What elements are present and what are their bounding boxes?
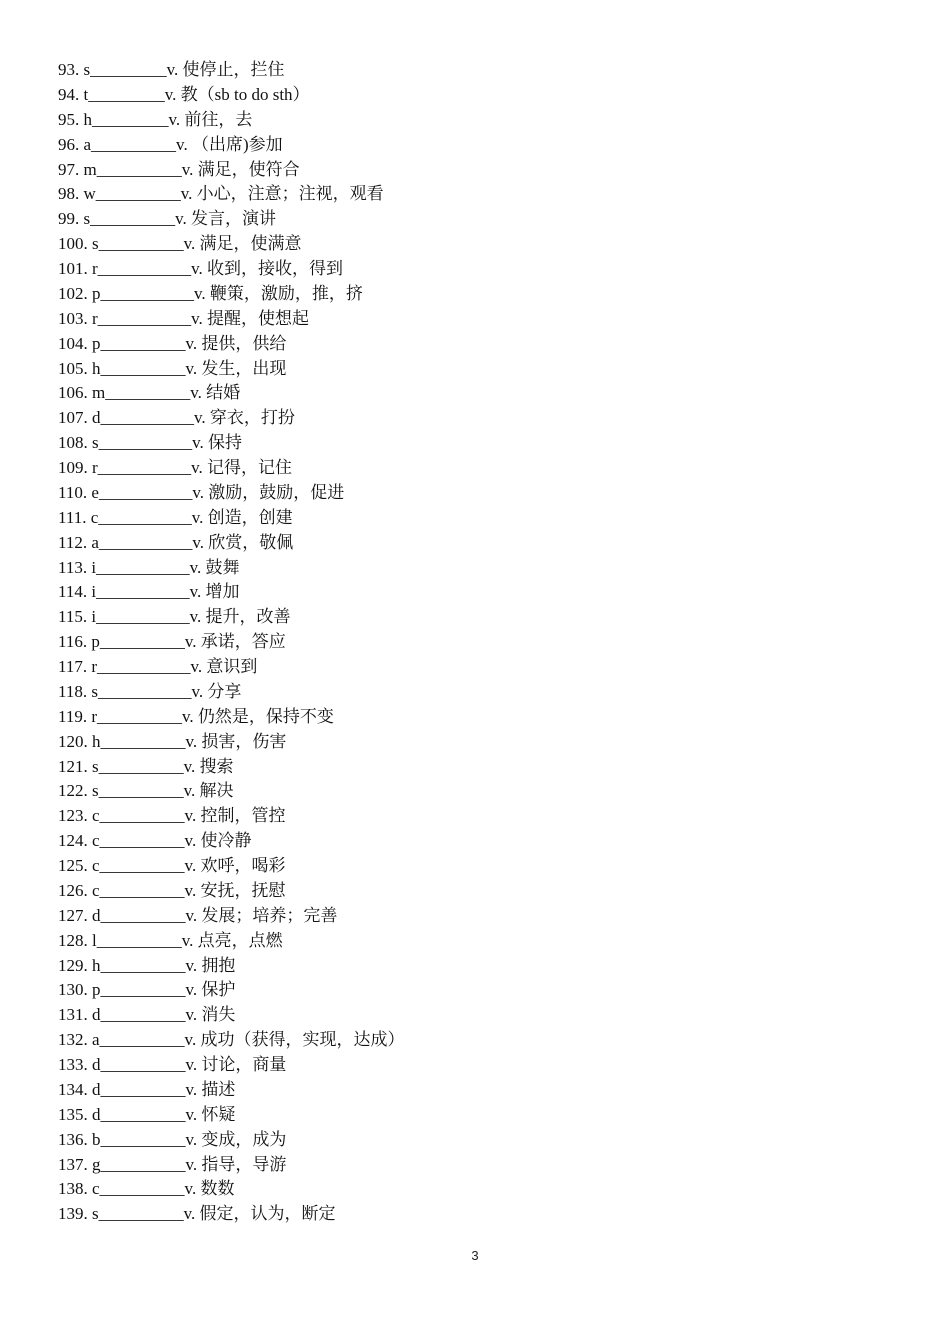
list-item [58, 954, 878, 979]
entry-text: 135. d__________v. 怀疑 [58, 1104, 236, 1124]
entry-text: 136. b__________v. 变成，成为 [58, 1129, 287, 1149]
list-item [58, 1103, 878, 1128]
list-item [58, 705, 878, 730]
list-item [58, 257, 878, 282]
list-item [58, 556, 878, 581]
list-item [58, 456, 878, 481]
entry-text: 107. d___________v. 穿衣，打扮 [58, 408, 295, 428]
entry-text: 114. i___________v. 增加 [58, 582, 240, 602]
list-item [58, 182, 878, 207]
list-item [58, 1003, 878, 1028]
list-item [58, 904, 878, 929]
list-item [58, 506, 878, 531]
entry-text: 97. m__________v. 满足，使符合 [58, 159, 300, 179]
entry-text: 124. c__________v. 使冷静 [58, 831, 252, 851]
list-item [58, 58, 878, 83]
entry-text: 127. d__________v. 发展；培养；完善 [58, 905, 338, 925]
entry-text: 100. s__________v. 满足，使满意 [58, 234, 302, 254]
list-item [58, 1153, 878, 1178]
entry-text: 94. t_________v. 教（sb to do sth） [58, 84, 310, 104]
entry-text: 95. h_________v. 前往，去 [58, 109, 253, 129]
list-item [58, 854, 878, 879]
list-item [58, 431, 878, 456]
list-item [58, 357, 878, 382]
entry-text: 131. d__________v. 消失 [58, 1005, 236, 1025]
entry-text: 129. h__________v. 拥抱 [58, 955, 236, 975]
list-item [58, 531, 878, 556]
list-item [58, 1128, 878, 1153]
list-item [58, 829, 878, 854]
entry-text: 126. c__________v. 安抚，抚慰 [58, 880, 286, 900]
entry-text: 93. s_________v. 使停止，拦住 [58, 60, 285, 79]
entry-text: 115. i___________v. 提升，改善 [58, 607, 291, 627]
entry-text: 109. r___________v. 记得，记住 [58, 458, 293, 477]
entry-text: 139. s__________v. 假定，认为，断定 [58, 1204, 336, 1224]
entry-text: 104. p__________v. 提供，供给 [58, 333, 287, 353]
entry-text: 118. s___________v. 分享 [58, 681, 242, 701]
entry-text: 128. l__________v. 点亮，点燃 [58, 930, 283, 950]
list-item [58, 307, 878, 332]
entry-text: 121. s__________v. 搜索 [58, 756, 234, 776]
entry-text: 112. a___________v. 欣赏，敬佩 [58, 532, 294, 552]
entry-text: 108. s___________v. 保持 [58, 433, 243, 453]
entry-text: 117. r___________v. 意识到 [58, 657, 258, 676]
list-item [58, 108, 878, 133]
entry-text: 96. a__________v. （出席)参加 [58, 134, 283, 154]
entry-text: 116. p__________v. 承诺，答应 [58, 632, 286, 652]
list-item [58, 605, 878, 630]
list-item [58, 1078, 878, 1103]
list-item [58, 332, 878, 357]
entry-text: 99. s__________v. 发言，演讲 [58, 209, 277, 229]
entry-text: 133. d__________v. 讨论，商量 [58, 1055, 287, 1074]
list-item [58, 978, 878, 1003]
list-item [58, 282, 878, 307]
entry-text: 120. h__________v. 损害，伤害 [58, 731, 287, 751]
list-item [58, 133, 878, 158]
list-item [58, 580, 878, 605]
entry-text: 111. c___________v. 创造，创建 [58, 507, 293, 527]
list-item [58, 207, 878, 232]
list-item [58, 929, 878, 954]
entry-text: 132. a__________v. 成功（获得，实现，达成） [58, 1030, 405, 1050]
entry-text: 102. p___________v. 鞭策，激励，推，挤 [58, 283, 363, 303]
list-item [58, 879, 878, 904]
list-item [58, 730, 878, 755]
entry-text: 138. c__________v. 数数 [58, 1179, 235, 1199]
entry-text: 119. r__________v. 仍然是，保持不变 [58, 706, 334, 726]
entry-text: 106. m__________v. 结婚 [58, 383, 241, 403]
entry-text: 137. g__________v. 指导，导游 [58, 1154, 287, 1174]
page-number: 3 [471, 1248, 479, 1263]
list-item [58, 680, 878, 705]
list-item [58, 630, 878, 655]
entry-text: 123. c__________v. 控制，管控 [58, 806, 286, 826]
entry-text: 113. i___________v. 鼓舞 [58, 557, 240, 577]
list-item [58, 481, 878, 506]
list-item [58, 779, 878, 804]
entry-text: 110. e___________v. 激励，鼓励，促进 [58, 482, 345, 502]
list-item [58, 804, 878, 829]
list-item [58, 1177, 878, 1202]
list-item [58, 655, 878, 680]
entry-text: 101. r___________v. 收到，接收，得到 [58, 259, 344, 278]
list-item [58, 381, 878, 406]
entry-text: 122. s__________v. 解决 [58, 781, 234, 801]
entry-text: 98. w__________v. 小心，注意；注视，观看 [58, 184, 384, 204]
entry-text: 134. d__________v. 描述 [58, 1079, 236, 1099]
list-item [58, 232, 878, 257]
entry-text: 105. h__________v. 发生，出现 [58, 358, 287, 378]
entry-text: 125. c__________v. 欢呼，喝彩 [58, 856, 286, 875]
list-item [58, 1028, 878, 1053]
list-item [58, 755, 878, 780]
list-item [58, 83, 878, 108]
entry-text: 103. r___________v. 提醒，使想起 [58, 308, 310, 328]
list-item [58, 158, 878, 183]
entry-text: 130. p__________v. 保护 [58, 980, 236, 1000]
list-item [58, 1053, 878, 1078]
vocabulary-list [58, 58, 878, 1227]
list-item [58, 1202, 878, 1227]
list-item [58, 406, 878, 431]
